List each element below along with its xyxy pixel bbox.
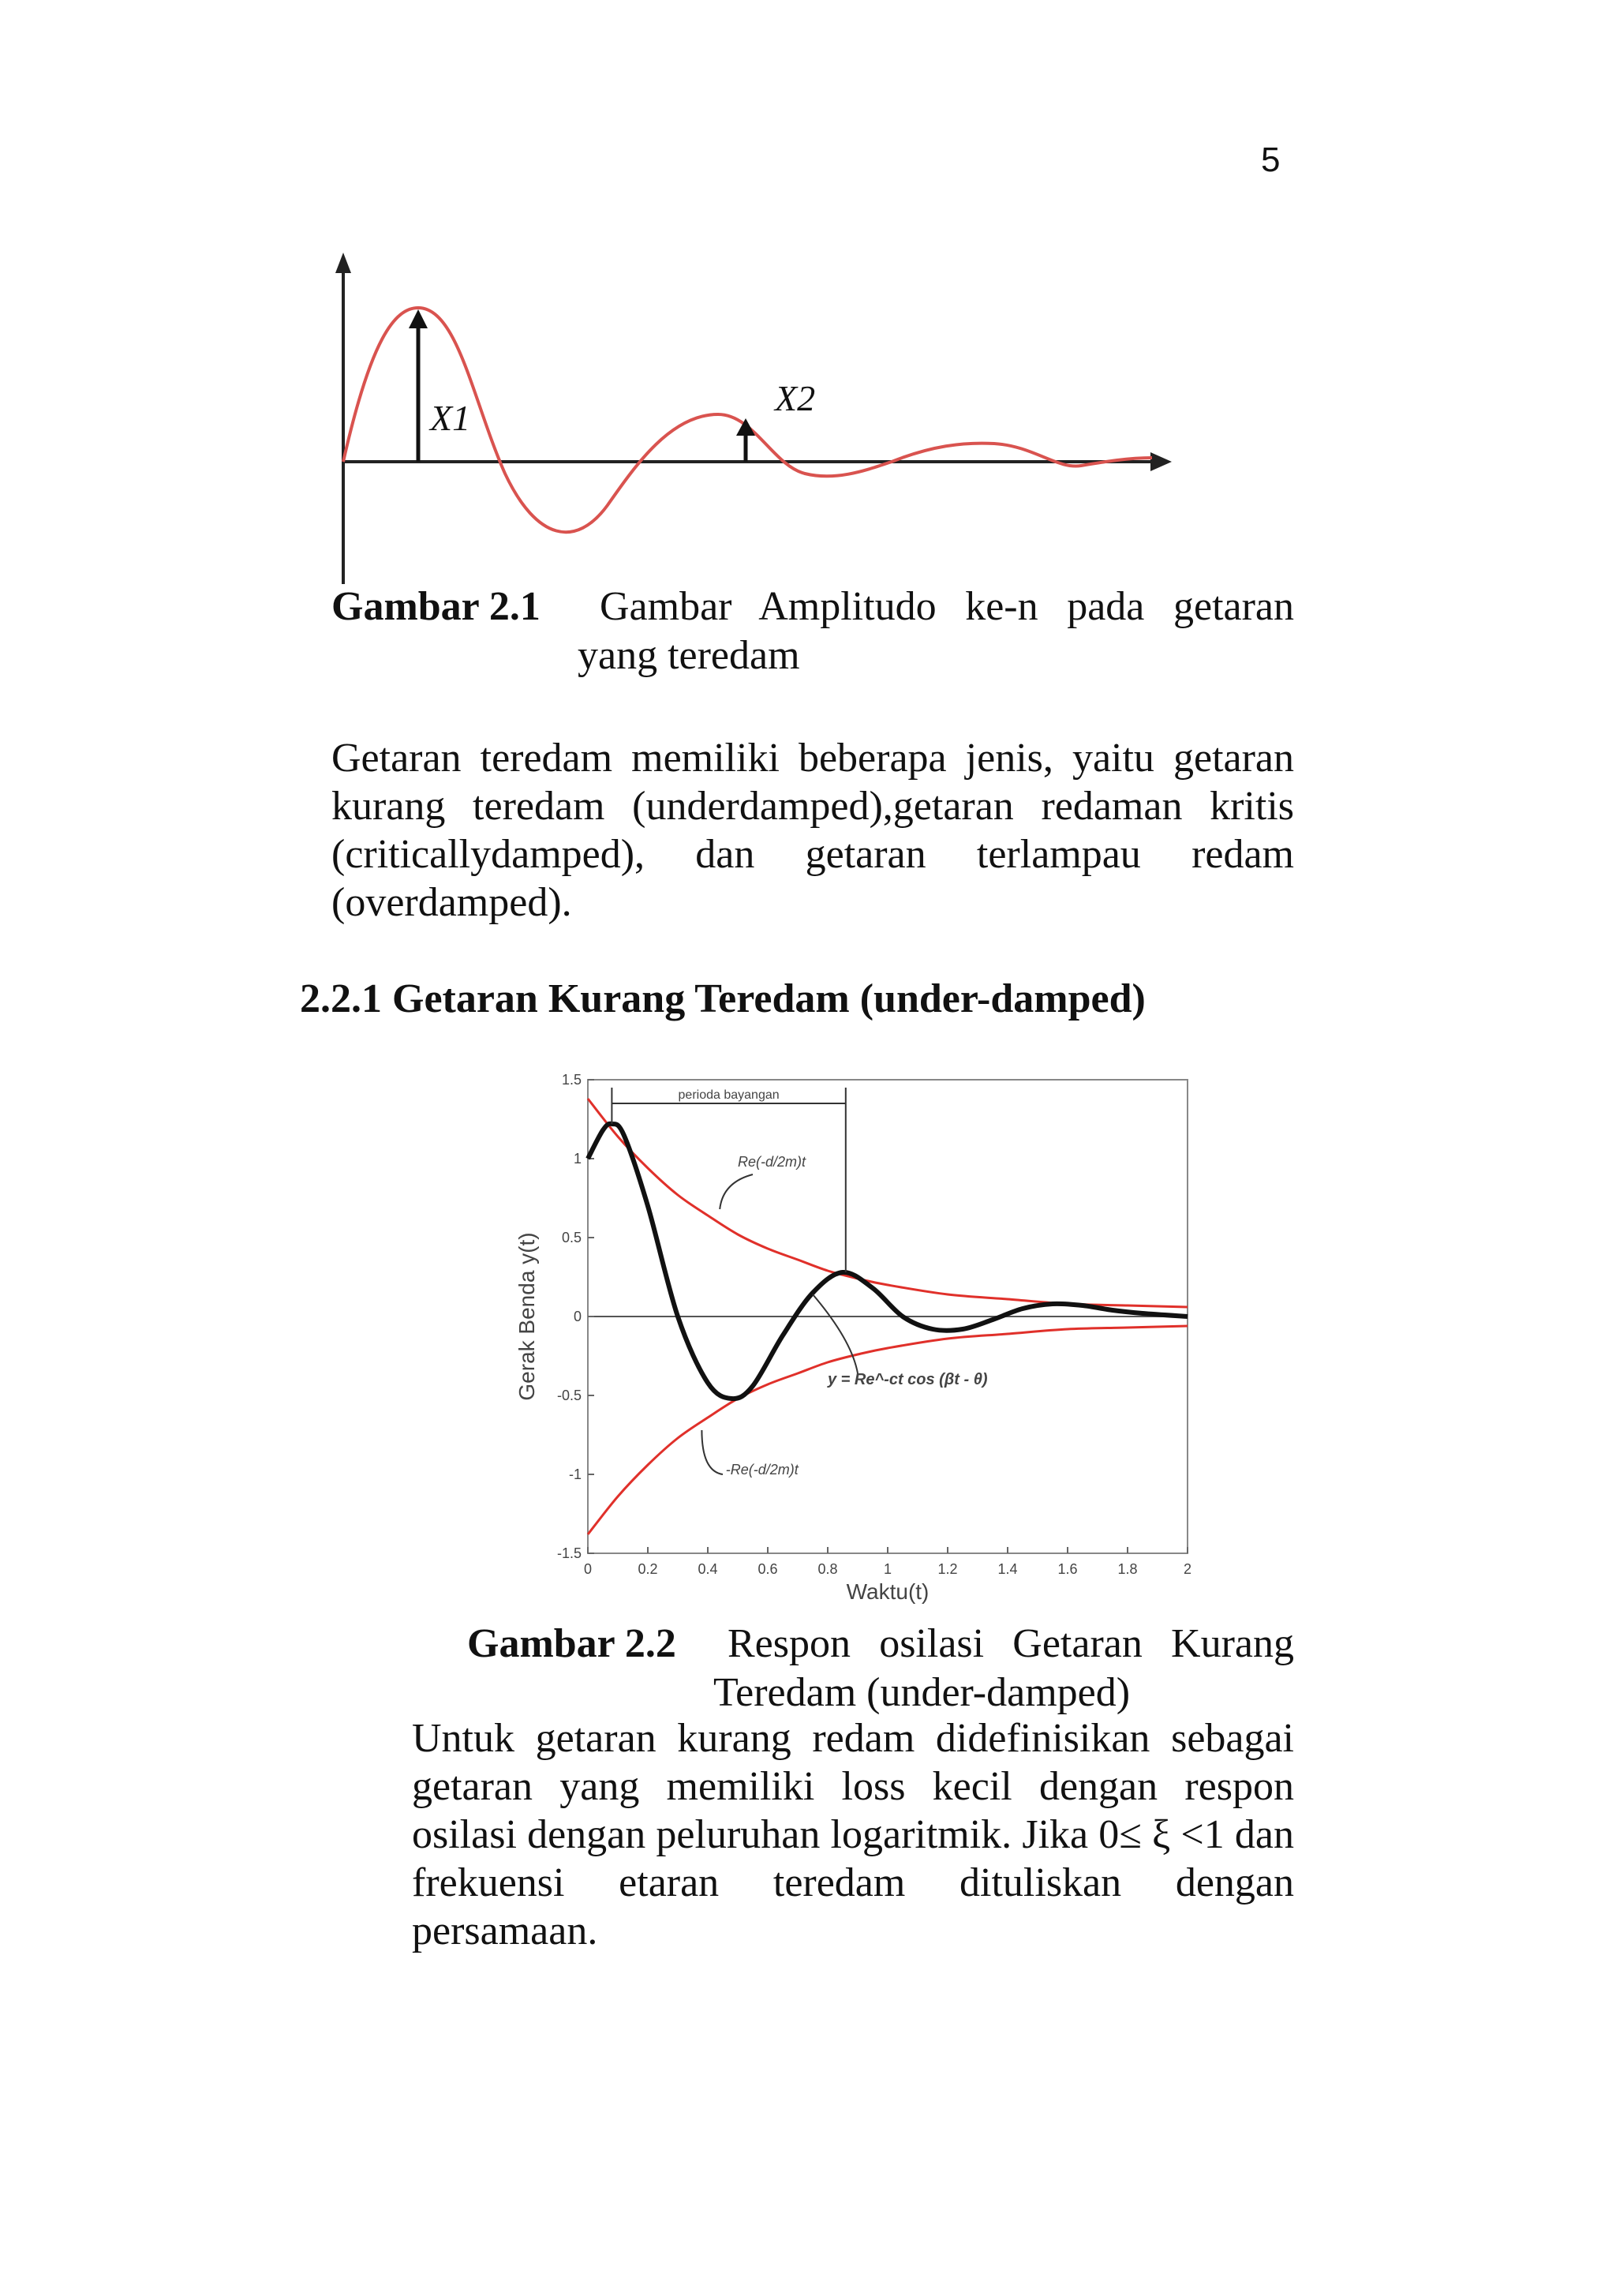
fig1-x-arrow — [1150, 452, 1172, 471]
x-tick-label: 0.4 — [698, 1561, 718, 1577]
lower-envelope-label: -Re(-d/2m)t — [725, 1462, 799, 1478]
upper-envelope-label: Re(-d/2m)t — [738, 1154, 806, 1170]
x1-arrow-head — [409, 309, 428, 328]
response-line — [588, 1124, 1188, 1399]
lower-envelope-line — [588, 1326, 1188, 1534]
period-label: perioda bayangan — [678, 1088, 780, 1102]
x-tick-label: 1.6 — [1057, 1561, 1078, 1577]
figure1-caption — [331, 582, 1294, 680]
response-pointer — [813, 1294, 858, 1373]
y-tick-label: -0.5 — [556, 1388, 582, 1403]
response-label: y = Re^-ct cos (βt - θ) — [828, 1371, 988, 1388]
y-tick-label: 0.5 — [561, 1230, 582, 1245]
x-tick-label: 0.6 — [758, 1561, 778, 1577]
x-tick-label: 1.2 — [937, 1561, 958, 1577]
figure2-caption-line2: Teredam (under-damped) — [713, 1670, 1131, 1715]
y-tick-label: 1 — [573, 1151, 582, 1167]
paragraph-damped-types: Getaran teredam memiliki beberapa jenis, yaitu getaran kurang teredam (underdamped),getaran redaman kritis (criticallydamped), dan getaran terlampau redam (overdamped). — [331, 736, 1294, 925]
figure-damped-amplitude — [324, 245, 1191, 592]
x-tick-label: 1 — [883, 1561, 892, 1577]
figure-underdamped-chart — [505, 1056, 1199, 1624]
y-tick-label: 0 — [573, 1309, 582, 1324]
lower-envelope-pointer — [701, 1430, 723, 1474]
y-tick-label: -1.5 — [556, 1545, 582, 1561]
upper-envelope-line — [588, 1099, 1188, 1307]
x-tick-label: 0.8 — [817, 1561, 838, 1577]
x-tick-label: 0 — [583, 1561, 593, 1577]
figure2-caption — [467, 1620, 1294, 1717]
paragraph-underdamped-definition: Untuk getaran kurang redam didefinisikan sebagai getaran yang memiliki loss kecil dengan respon osilasi dengan peluruhan logaritmik. Jika 0≤ ξ <1 dan frekuensi etaran teredam dituliskan dengan persamaan. — [412, 1716, 1294, 1953]
y-axis-label: Gerak Benda y(t) — [514, 1232, 539, 1401]
figure1-caption-line2: yang teredam — [578, 633, 800, 678]
upper-envelope-pointer — [720, 1174, 753, 1209]
y-tick-label: -1 — [568, 1466, 582, 1482]
figure2-caption-prefix: Gambar 2.2 — [467, 1621, 676, 1666]
x-tick-label: 1.8 — [1117, 1561, 1138, 1577]
figure1-caption-prefix: Gambar 2.1 — [331, 584, 541, 629]
figure1-caption-line1: Gambar Amplitudo ke-n pada getaran — [600, 584, 1294, 629]
x-tick-label: 0.2 — [638, 1561, 658, 1577]
x-tick-label: 1.4 — [997, 1561, 1018, 1577]
chart-plot-area — [514, 1072, 1191, 1604]
fig1-y-arrow — [335, 253, 351, 273]
figure2-caption-line1: Respon osilasi Getaran Kurang — [728, 1621, 1294, 1666]
x-tick-label: 2 — [1183, 1561, 1192, 1577]
label-x1: X1 — [430, 398, 471, 438]
y-tick-label: 1.5 — [561, 1072, 582, 1088]
page-number: 5 — [1261, 140, 1281, 179]
section-heading: 2.2.1 Getaran Kurang Teredam (under-damped) — [300, 976, 1146, 1021]
x-axis-label: Waktu(t) — [846, 1579, 930, 1604]
label-x2: X2 — [775, 378, 816, 418]
